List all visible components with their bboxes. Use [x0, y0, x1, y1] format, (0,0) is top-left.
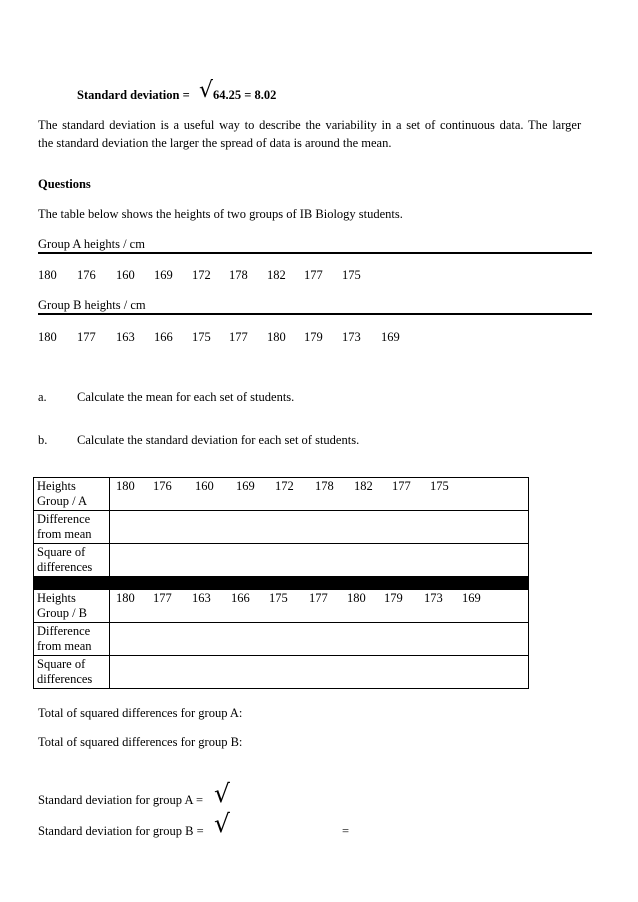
table-row [34, 656, 529, 689]
table-value: 169 [462, 591, 481, 605]
group-a-value: 169 [154, 268, 173, 282]
table-row [34, 590, 529, 623]
table-intro: The table below shows the heights of two groups of IB Biology students. [38, 207, 403, 221]
table-value: 178 [315, 479, 334, 493]
row-label-heights-a: Heights Group / A [34, 478, 110, 511]
table-value: 175 [269, 591, 288, 605]
table-value: 177 [153, 591, 172, 605]
row-label-square: Square of differences [34, 544, 110, 577]
group-a-value: 160 [116, 268, 135, 282]
group-b-value: 177 [77, 330, 96, 344]
table-value: 175 [430, 479, 449, 493]
task-a-marker: a. [38, 390, 47, 404]
group-b-values [0, 330, 638, 346]
table-row [34, 544, 529, 577]
group-b-label: Group B heights / cm [38, 298, 146, 312]
questions-heading: Questions [38, 177, 91, 191]
table-row [34, 623, 529, 656]
group-b-value: 163 [116, 330, 135, 344]
square-root-symbol: √ [214, 809, 230, 838]
sd-group-a-label: Standard deviation for group A = [38, 793, 204, 807]
blank-answer-cell[interactable] [110, 544, 529, 577]
square-root-symbol: √ [199, 78, 214, 103]
group-a-values [0, 268, 638, 284]
group-b-rule [38, 313, 592, 315]
sd-group-b-label: Standard deviation for group B = [38, 824, 204, 838]
group-b-value: 166 [154, 330, 173, 344]
group-b-value: 173 [342, 330, 361, 344]
task-b-text: Calculate the standard deviation for each set of students. [77, 433, 360, 447]
square-root-symbol: √ [214, 779, 230, 808]
group-a-rule [38, 252, 592, 254]
row-label-square: Square of differences [34, 656, 110, 689]
heights-a-cell [110, 478, 529, 511]
table-value: 169 [236, 479, 255, 493]
table-value: 182 [354, 479, 373, 493]
table-value: 173 [424, 591, 443, 605]
group-a-value: 175 [342, 268, 361, 282]
table-value: 180 [116, 591, 135, 605]
worksheet-table [33, 477, 529, 689]
row-label-difference: Difference from mean [34, 623, 110, 656]
total-group-a: Total of squared differences for group A: [38, 706, 243, 720]
table-value: 163 [192, 591, 211, 605]
group-b-value: 180 [38, 330, 57, 344]
sd-example-label: Standard deviation = [77, 88, 190, 102]
group-a-value: 180 [38, 268, 57, 282]
table-row [34, 511, 529, 544]
table-value: 177 [392, 479, 411, 493]
blank-answer-cell[interactable] [110, 656, 529, 689]
group-a-value: 182 [267, 268, 286, 282]
group-a-label: Group A heights / cm [38, 237, 145, 251]
table-value: 176 [153, 479, 172, 493]
table-value: 166 [231, 591, 250, 605]
table-separator [34, 577, 529, 590]
table-value: 180 [347, 591, 366, 605]
heights-b-cell [110, 590, 529, 623]
table-value: 177 [309, 591, 328, 605]
table-row [34, 478, 529, 511]
group-b-value: 180 [267, 330, 286, 344]
group-a-value: 177 [304, 268, 323, 282]
group-a-value: 176 [77, 268, 96, 282]
row-label-heights-b: Heights Group / B [34, 590, 110, 623]
table-value: 172 [275, 479, 294, 493]
group-b-value: 179 [304, 330, 323, 344]
sd-example-value: 64.25 = 8.02 [213, 88, 277, 102]
group-a-value: 178 [229, 268, 248, 282]
group-a-value: 172 [192, 268, 211, 282]
blank-answer-cell[interactable] [110, 623, 529, 656]
table-value: 179 [384, 591, 403, 605]
task-b-marker: b. [38, 433, 48, 447]
row-label-difference: Difference from mean [34, 511, 110, 544]
blank-answer-cell[interactable] [110, 511, 529, 544]
intro-line-1: The standard deviation is a useful way to describe the variability in a set of continuous data. The larger [38, 118, 582, 132]
task-a-text: Calculate the mean for each set of students. [77, 390, 295, 404]
group-b-value: 177 [229, 330, 248, 344]
group-b-value: 169 [381, 330, 400, 344]
table-value: 180 [116, 479, 135, 493]
intro-line-2: the standard deviation the larger the spread of data is around the mean. [38, 136, 392, 150]
table-value: 160 [195, 479, 214, 493]
group-b-value: 175 [192, 330, 211, 344]
equals-sign: = [342, 824, 350, 838]
total-group-b: Total of squared differences for group B: [38, 735, 243, 749]
